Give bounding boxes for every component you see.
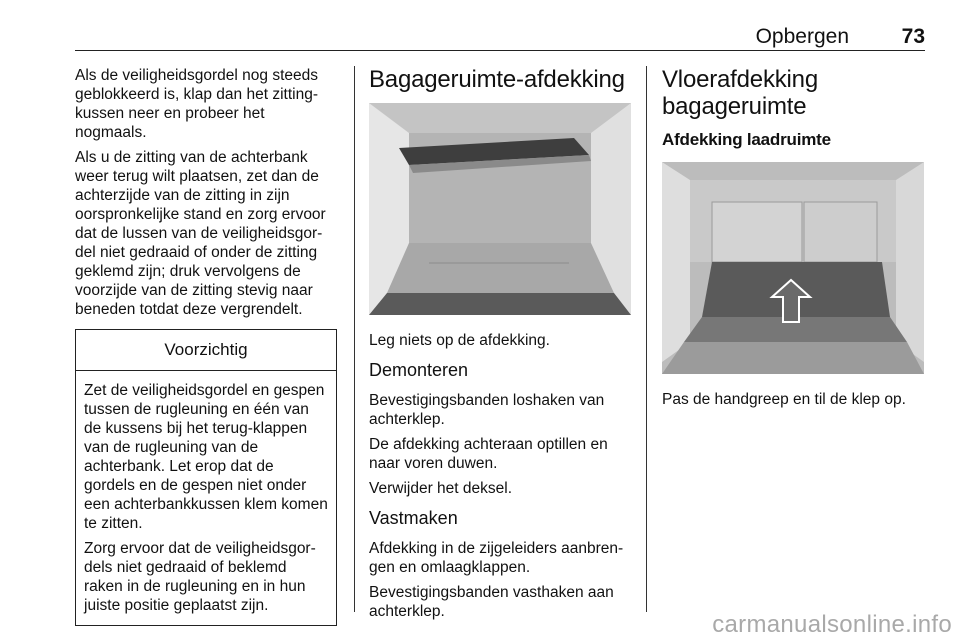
caution-paragraph: Zet de veiligheidsgordel en gespen tussen de rugleuning en één van de kussens bij het terug-klappen van de rugleuning van de achterbank. Let erop dat de gordels en de gespen niet onder een achterbankkussen klem komen te zitten.: [84, 382, 328, 532]
subheading-attach: Vastmaken: [369, 508, 458, 528]
luggage-cover-photo: [369, 103, 631, 315]
step: Afdekking in de zijgeleiders aanbren-gen en omlaagklappen.: [369, 540, 624, 576]
page-number: 73: [901, 25, 925, 48]
load-floor-illustration: [662, 162, 924, 374]
step: Bevestigingsbanden loshaken van achterklep.: [369, 392, 605, 428]
caution-title: Voorzichtig: [76, 330, 336, 371]
caution-box: [75, 329, 337, 626]
section-heading: Vloerafdekking bagageruimte: [662, 66, 818, 120]
step: Verwijder het deksel.: [369, 480, 513, 497]
page-header: [75, 0, 925, 51]
section-title: Opbergen: [755, 25, 849, 48]
load-floor-photo: [662, 162, 924, 374]
watermark: carmanualsonline.info: [712, 611, 952, 638]
column-divider-2: [646, 66, 647, 612]
step: De afdekking achteraan optillen en naar voren duwen.: [369, 436, 608, 472]
caption: Leg niets op de afdekking.: [369, 332, 550, 349]
caution-paragraph: Zorg ervoor dat de veiligheidsgor-dels niet gedraaid of beklemd raken in de rugleuning en in hun juiste positie geplaatst zijn.: [84, 540, 316, 614]
subsection-heading: Afdekking laadruimte: [662, 130, 831, 149]
paragraph: Als u de zitting van de achterbank weer terug wilt plaatsen, zet dan de achterzijde van de zitting in zijn oorspronkelijke stand en zorg ervoor dat de lussen van de veiligheidsgor-del niet gedraaid of onder de zitting geklemd zijn; druk vervolgens de voorzijde van de zitting stevig naar beneden totdat deze vergrendelt.: [75, 149, 326, 318]
column-3: [662, 66, 927, 415]
subheading-remove: Demonteren: [369, 360, 469, 380]
section-heading: Bagageruimte-afdekking: [369, 66, 625, 93]
caution-body: [76, 371, 336, 625]
column-1: [75, 66, 340, 626]
step: Bevestigingsbanden vasthaken aan achterklep.: [369, 584, 614, 620]
caption: Pas de handgreep en til de klep op.: [662, 391, 906, 408]
paragraph: Als de veiligheidsgordel nog steeds geblokkeerd is, klap dan het zitting-kussen neer en probeer het nogmaals.: [75, 67, 318, 141]
column-2: [369, 66, 631, 627]
column-divider-1: [354, 66, 355, 612]
luggage-cover-illustration: [369, 103, 631, 315]
